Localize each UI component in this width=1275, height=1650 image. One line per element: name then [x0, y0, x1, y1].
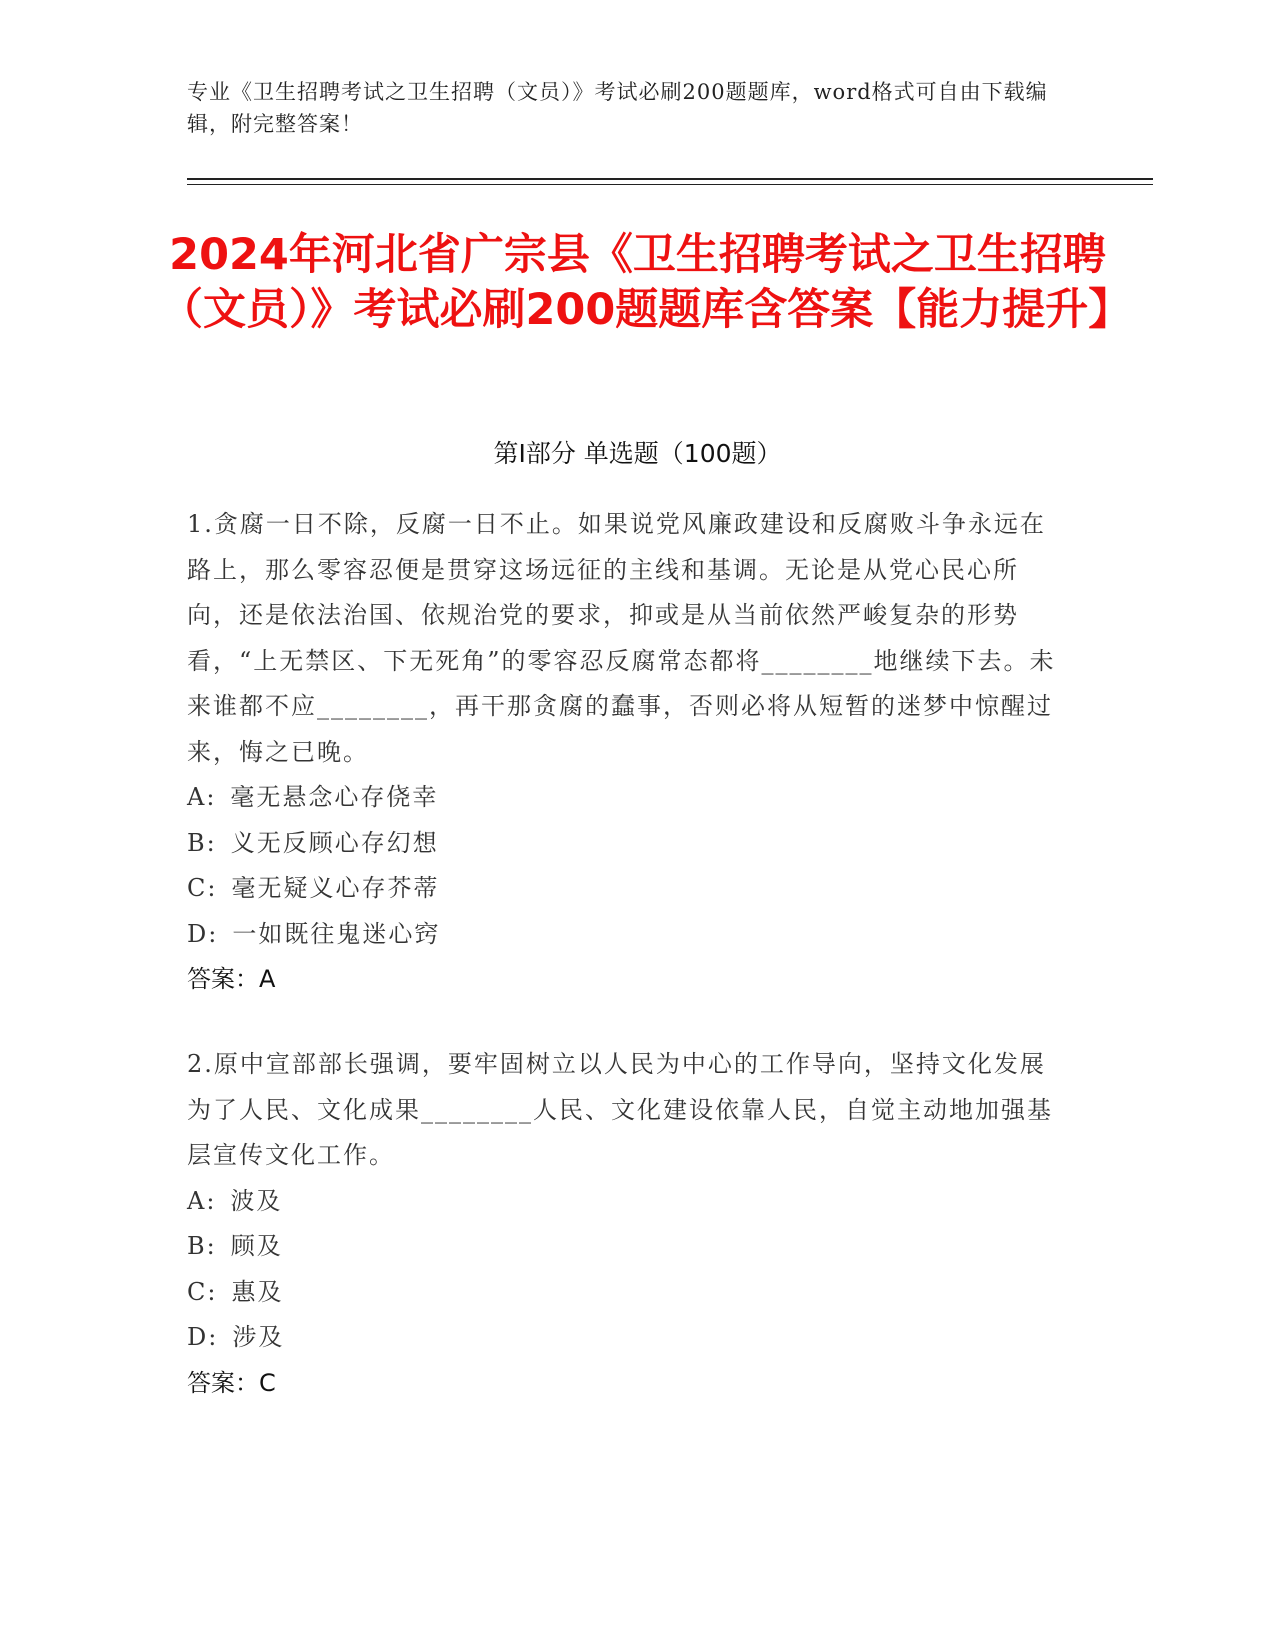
option-b	[187, 1224, 1067, 1270]
option-text: 惠及	[231, 1277, 284, 1306]
option-text: 顾及	[230, 1232, 283, 1260]
option-a	[187, 1179, 1067, 1225]
option-letter: B:	[187, 1232, 217, 1260]
option-text: 毫无悬念心存侥幸	[230, 783, 439, 811]
option-c	[187, 1270, 1067, 1316]
answer-line: 答案：A	[187, 965, 276, 993]
header-note: 专业《卫生招聘考试之卫生招聘（文员）》考试必刷200题题库，word格式可自由下载编辑，附完整答案！	[187, 80, 1048, 136]
option-b	[187, 821, 1067, 867]
option-letter: B:	[187, 828, 217, 857]
option-text: 一如既往鬼迷心窍	[232, 919, 441, 948]
option-a	[187, 775, 1067, 821]
question-stem: 1.贪腐一日不除，反腐一日不止。如果说党风廉政建设和反腐败斗争永远在路上，那么零容忍便是贯穿这场远征的主线和基调。无论是从党心民心所向，还是依法治国、依规治党的要求，抑或是从当前依然严峻复杂的形势看，“上无禁区、下无死角”的零容忍反腐常态都将________地继续下去。未来谁都不应________，再干那贪腐的蠢事，否则必将从短暂的迷梦中惊醒过来，悔之已晚。	[187, 510, 1056, 766]
option-letter: C:	[187, 874, 218, 902]
option-text: 波及	[230, 1186, 283, 1215]
section-heading: 第Ⅰ部分 单选题（100题）	[493, 439, 782, 468]
option-letter: A:	[187, 1186, 217, 1215]
option-text: 义无反顾心存幻想	[230, 828, 439, 857]
question-2	[187, 1042, 1067, 1406]
header-divider-thick	[187, 178, 1153, 180]
option-letter: A:	[187, 783, 217, 811]
header-divider-thin	[187, 184, 1153, 185]
document-title: 2024年河北省广宗县《卫生招聘考试之卫生招聘（文员）》考试必刷200题题库含答案【能力提升】	[160, 230, 1132, 335]
answer-line: 答案：C	[187, 1368, 276, 1397]
question-stem: 2.原中宣部部长强调，要牢固树立以人民为中心的工作导向，坚持文化发展为了人民、文化成果________人民、文化建设依靠人民，自觉主动地加强基层宣传文化工作。	[187, 1050, 1053, 1169]
option-letter: D:	[187, 1323, 219, 1351]
option-d	[187, 1315, 1067, 1361]
question-1	[187, 502, 1067, 1002]
option-c	[187, 866, 1067, 912]
option-text: 毫无疑义心存芥蒂	[231, 874, 440, 902]
option-d	[187, 912, 1067, 958]
option-letter: D:	[187, 919, 219, 948]
option-text: 涉及	[232, 1323, 285, 1351]
option-letter: C:	[187, 1277, 218, 1306]
